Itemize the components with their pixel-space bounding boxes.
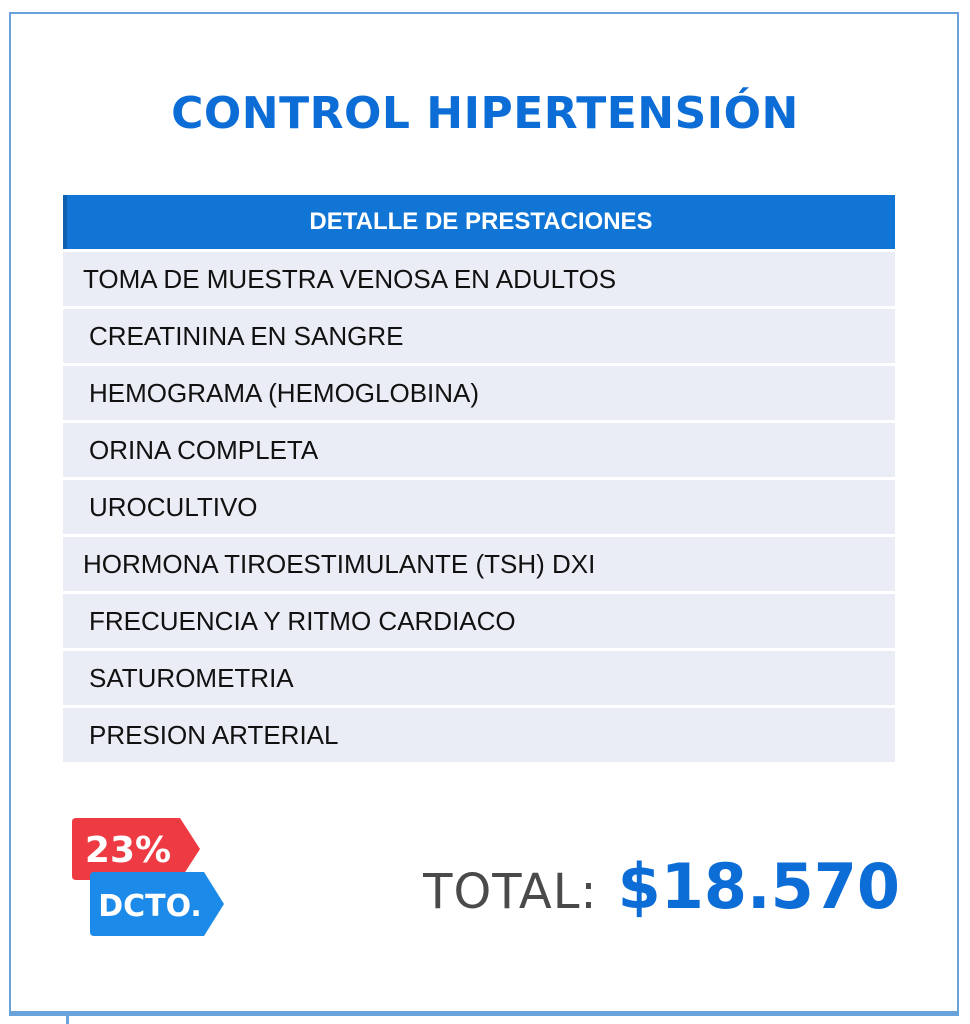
services-table (63, 195, 895, 762)
table-row-label: UROCULTIVO (89, 491, 258, 522)
table-row (63, 480, 895, 534)
bottom-border (9, 1013, 959, 1016)
table-row (63, 366, 895, 420)
table-row-label: TOMA DE MUESTRA VENOSA EN ADULTOS (83, 263, 617, 294)
divider-stub (66, 1013, 69, 1024)
table-row-label: PRESION ARTERIAL (89, 719, 339, 750)
table-row (63, 594, 895, 648)
table-row (63, 423, 895, 477)
table-header: DETALLE DE PRESTACIONES (63, 195, 895, 249)
table-row-label: SATUROMETRIA (89, 662, 294, 693)
total-price (423, 850, 900, 923)
discount-percent: 23% (84, 830, 172, 871)
discount-label: DCTO. (98, 889, 202, 924)
discount-label-tag (90, 872, 226, 936)
table-row (63, 651, 895, 705)
table-row (63, 708, 895, 762)
table-row-label: ORINA COMPLETA (89, 434, 319, 465)
total-label: TOTAL: (423, 864, 598, 920)
table-row-label: FRECUENCIA Y RITMO CARDIACO (89, 605, 516, 636)
table-row (63, 252, 895, 306)
table-row (63, 537, 895, 591)
table-row-label: HORMONA TIROESTIMULANTE (TSH) DXI (83, 548, 596, 579)
table-row-label: CREATININA EN SANGRE (89, 320, 404, 351)
page-title: CONTROL HIPERTENSIÓN (171, 88, 799, 139)
discount-percent-tag (72, 818, 202, 880)
total-value: $18.570 (617, 850, 900, 923)
table-row-label: HEMOGRAMA (HEMOGLOBINA) (89, 377, 480, 408)
table-row (63, 309, 895, 363)
